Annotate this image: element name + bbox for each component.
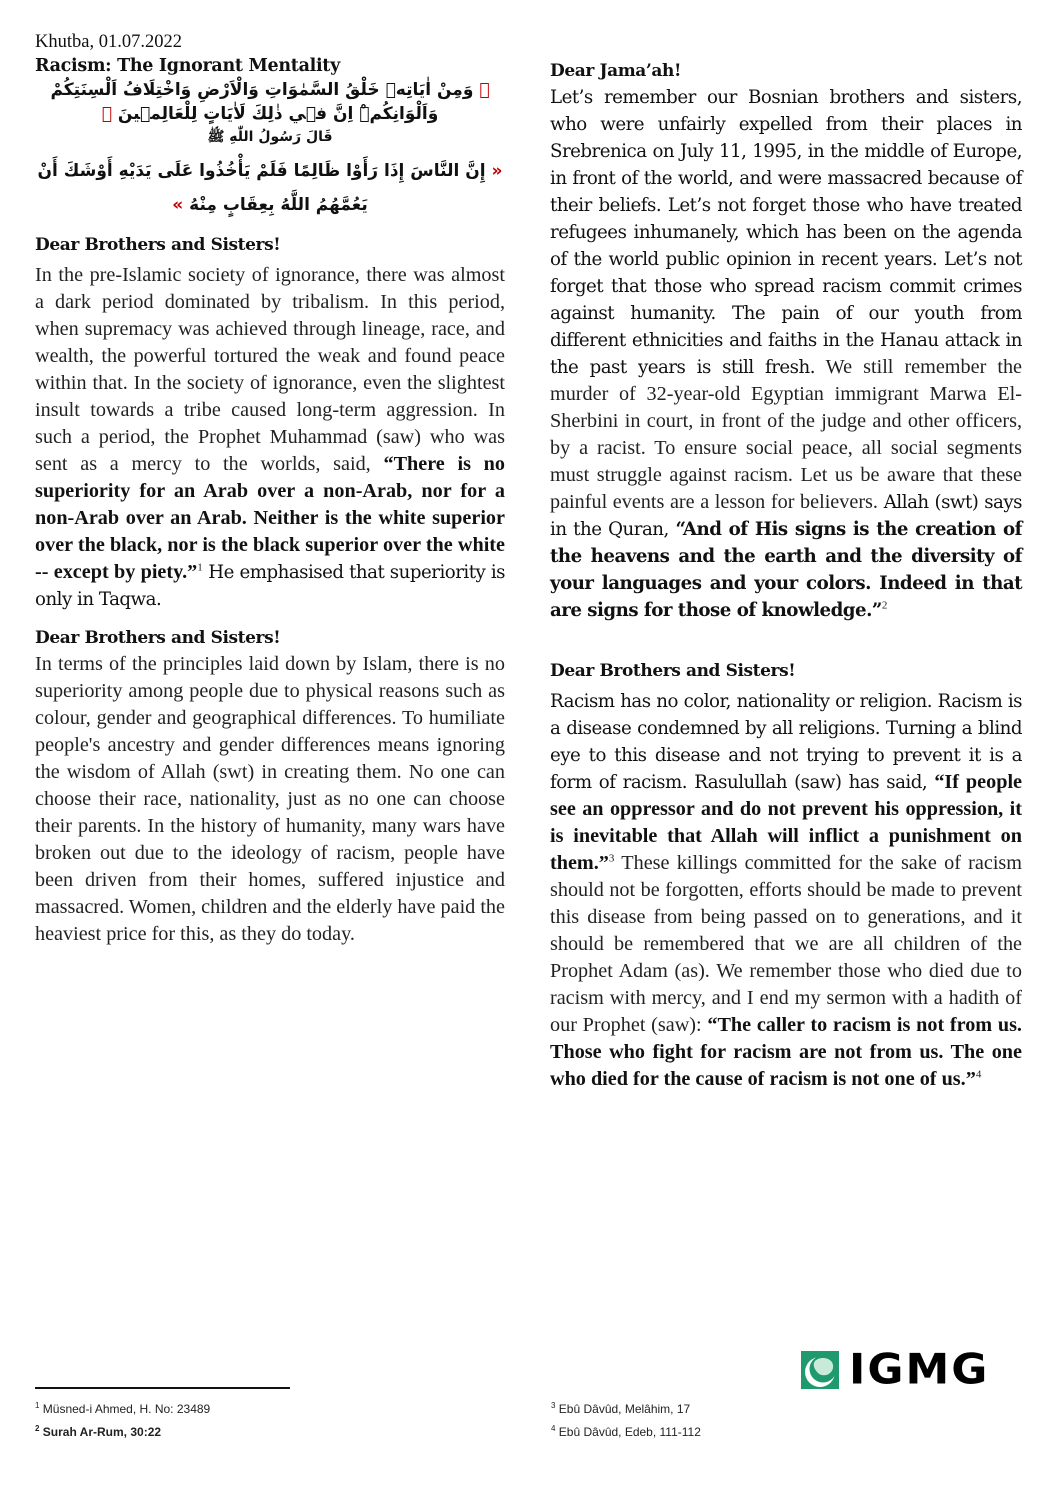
logo-text: IGMG bbox=[849, 1345, 990, 1394]
hadith-quote: “If people see an oppressor and do not prevent his oppression, it is inevitable that Allah will inflict a punishment on them.” bbox=[550, 771, 1023, 874]
ayah-bracket-close: ﴿ bbox=[101, 104, 112, 124]
footnote bbox=[551, 1396, 701, 1419]
footnote-text: Ebû Dâvûd, Edeb, 111-112 bbox=[555, 1425, 701, 1439]
igmg-logo bbox=[801, 1345, 990, 1394]
footnote-divider bbox=[35, 1387, 290, 1389]
footnotes-right bbox=[551, 1396, 701, 1442]
paragraph-text: Racism has no color, nationality or religion. Racism is a disease condemned by all religions. Turning a blind eye to this disease and not trying to prevent it is a form of racism. Rasulullah (saw) has said, bbox=[550, 691, 1022, 793]
hadith-quote-close: » bbox=[172, 195, 184, 215]
left-column bbox=[35, 30, 505, 948]
footnote-text: Müsned-i Ahmed, H. No: 23489 bbox=[39, 1402, 211, 1416]
section-greeting: Dear Brothers and Sisters! bbox=[550, 661, 796, 681]
paragraph-text: In the pre-Islamic society of ignorance, there was almost a dark period dominated by tribalism. In this period, when supremacy was achieved through lineage, race, and wealth, the powerful tortured the weak and found peace within that. In the society of ignorance, even the slightest insult towards a tribe caused long-term aggression. In such a period, the Prophet Muhammad (saw) who was sent as a mercy to the worlds, said, bbox=[35, 264, 505, 475]
hadith-text: إِنَّ النَّاسَ إِذَا رَأَوْا ظَالِمًا فَلَمْ يَأْخُذُوا عَلَى يَدَيْهِ أَوْشَكَ أَنْ يَعُمَّهُمُ اللَّهُ بِعِقَابٍ مِنْهُ bbox=[37, 161, 486, 215]
hadith-arabic bbox=[35, 154, 505, 222]
footnote bbox=[551, 1419, 701, 1442]
footnote-text: Ebû Dâvûd, Melâhim, 17 bbox=[555, 1402, 691, 1416]
footnote-ref[interactable]: 4 bbox=[975, 1068, 982, 1081]
paragraph-text: These killings committed for the sake of racism should not be forgotten, efforts should be made to prevent this disease from being passed on to generations, and it should be remembered that we are all children of the Prophet Adam (as). We remember those who died due to racism with mercy, and I end my sermon with a hadith of our Prophet (saw): bbox=[550, 852, 1022, 1036]
quran-quote: “And of His signs is the creation of the heavens and the earth and the diversity of your languages and your colors. Indeed in that are signs for those of knowledge.” bbox=[550, 519, 1022, 621]
khutba-date: Khutba, 01.07.2022 bbox=[35, 32, 182, 52]
footnote-ref[interactable]: 1 bbox=[197, 561, 203, 574]
ayah-bracket-open: ﴾ bbox=[479, 80, 490, 100]
ayah-text: وَمِنْ اٰيَاتِه۪ خَلْقُ السَّمٰوَاتِ وَالْاَرْضِ وَاخْتِلَافُ اَلْسِنَتِكُمْ وَاَلْوَانِكُمْۜ اِنَّ ف۪ي ذٰلِكَ لَاٰيَاتٍ لِلْعَالِم۪ينَ bbox=[50, 80, 474, 124]
footnote-number: 1 bbox=[35, 1401, 40, 1410]
hadith-quote: “There is no superiority for an Arab over a non-Arab, nor for a non-Arab over an Arab. Neither is the white superior over the black, nor is the black superior over the white -- except by piety.” bbox=[35, 453, 506, 583]
footnote-ref[interactable]: 2 bbox=[881, 599, 888, 612]
paragraph-text: Allah (swt) says in the Quran, bbox=[550, 492, 1023, 540]
hadith-quote-open: « bbox=[491, 161, 503, 181]
quran-verse bbox=[35, 78, 505, 126]
section-paragraph bbox=[35, 262, 505, 613]
section-paragraph bbox=[550, 84, 1022, 624]
footnote-ref[interactable]: 3 bbox=[608, 852, 615, 865]
footnote-number: 3 bbox=[551, 1401, 556, 1410]
paragraph-text: Let’s remember our Bosnian brothers and sisters, who were unfairly expelled from their places in Srebrenica on July 11, 1995, in the middle of Europe, in front of the world, and were massacred because of their beliefs. Let’s not forget those who have treated refugees inhumanely, which has been on the agenda of the world public opinion in recent years. Let’s not forget that those who spread racism commit crimes against humanity. The pain of our youth from different ethnicities and faiths in the Hanau attack in the past years is still fresh. bbox=[550, 87, 1022, 378]
footnote bbox=[35, 1419, 210, 1442]
hadith-attribution: قَالَ رَسُولُ اللّٰهِ ﷺ bbox=[207, 129, 333, 145]
footnote bbox=[35, 1396, 210, 1419]
paragraph-text: He emphasised that superiority is only in Taqwa. bbox=[35, 562, 505, 610]
footnote-number: 4 bbox=[551, 1424, 556, 1433]
footnote-text: Surah Ar-Rum, 30:22 bbox=[39, 1425, 162, 1439]
paragraph-text: We still remember the murder of 32-year-old Egyptian immigrant Marwa El-Sherbini in court, in front of the judge and other officers, by a racist. To ensure social peace, all social segments must struggle against racism. Let us be aware that these painful events are a lesson for believers. bbox=[550, 356, 1022, 513]
footnote-number: 2 bbox=[35, 1424, 40, 1433]
section-paragraph bbox=[550, 688, 1022, 1093]
hadith-quote: “The caller to racism is not from us. Those who fight for racism are not from us. The one who died for the cause of racism is not one of us.” bbox=[550, 1014, 1022, 1090]
footnotes-left bbox=[35, 1396, 210, 1442]
section-paragraph: In terms of the principles laid down by Islam, there is no superiority among people due to physical reasons such as colour, gender and geographical differences. To humiliate people's ancestry and gender differences means ignoring the wisdom of Allah (swt) in creating them. No one can choose their race, nationality, just as no one can choose their parents. In the history of humanity, many wars have broken out due to the ideology of racism, people have been driven from their homes, suffered injustice and massacred. Women, children and the elderly have paid the heaviest price for this, as they do today. bbox=[35, 653, 505, 945]
section-greeting: Dear Brothers and Sisters! bbox=[35, 628, 281, 648]
right-column bbox=[550, 60, 1022, 1093]
crescent-globe-icon bbox=[801, 1351, 839, 1389]
document-title: Racism: The Ignorant Mentality bbox=[35, 56, 340, 76]
section-greeting: Dear Jama’ah! bbox=[550, 61, 682, 81]
section-greeting: Dear Brothers and Sisters! bbox=[35, 235, 281, 255]
